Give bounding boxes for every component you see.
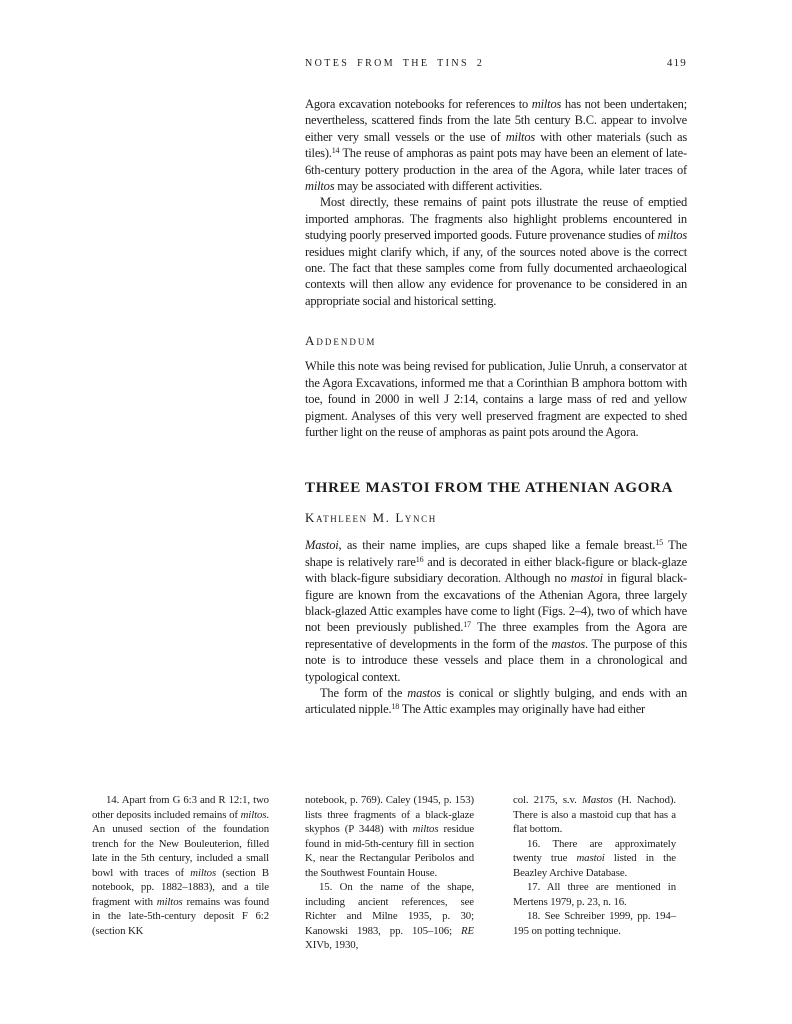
footnote-14-continued: notebook, p. 769). Caley (1945, p. 153) lists three fragments of a black-glaze skyphos (P 3448) with miltos residue found in mid-5th-century fill in section K, near the Rectangular Peribolos and the Southwest Fountain House. bbox=[305, 794, 475, 879]
footnote-17: 17. All three are mentioned in Mertens 1979, p. 23, n. 16. bbox=[513, 881, 676, 908]
section-heading-addendum: Addendum bbox=[305, 333, 377, 349]
body-paragraph: Mastoi, as their name implies, are cups shaped like a female breast.$^{15}$ The shape is relatively rare$^{16}$ and is decorated in either black-figure or black-glaze with black-figure subsidiary decoration. Although no mastoi in figural black-figure are known from the excavations of the Athenian Agora, three largely black-glazed Attic examples have come to light (Figs. 2–4), two of which have not been previously published.$^{17}$ The three examples from the Agora are representative of developments in the form of the mastos. The purpose of this note is to introduce these vessels and place them in a chronological and typological context. bbox=[305, 538, 687, 684]
page-number: 419 bbox=[666, 57, 687, 69]
footnote-column-right bbox=[513, 793, 676, 938]
footnote-column-middle bbox=[305, 793, 474, 953]
author-name: Kathleen M. Lynch bbox=[305, 510, 437, 526]
footnote-14: 14. Apart from G 6:3 and R 12:1, two other deposits included remains of miltos. An unused section of the foundation trench for the New Bouleuterion, filled late in the 5th century, included a small bowl with traces of miltos (section B notebook, pp. 1882–1883), and a tile fragment with miltos remains was found in the late-5th-century deposit F 6:2 (section KK bbox=[92, 794, 269, 937]
addendum-paragraph: While this note was being revised for publication, Julie Unruh, a conservator at the Agora Excavations, informed me that a Corinthian B amphora bottom with toe, found in 2000 in well J 2:14, contains a large mass of red and yellow pigment. Analyses of this very well preserved fragment are expected to shed further light on the reuse of amphoras as paint pots around the Agora. bbox=[305, 359, 687, 439]
running-head-title: NOTES FROM THE TINS 2 bbox=[305, 58, 485, 69]
body-paragraph: Most directly, these remains of paint pots illustrate the reuse of emptied imported amphoras. The fragments also highlight problems encountered in studying poorly preserved imported goods. Future provenance studies of miltos residues might clarify which, if any, of the sources noted above is the correct one. The fact that these samples come from fully documented archaeological contexts will then allow any evidence for provenance to be considered in an appropriate social and historical setting. bbox=[305, 195, 687, 308]
footnote-16: 16. There are approximately twenty true mastoi listed in the Beazley Archive Database. bbox=[513, 837, 676, 879]
body-paragraph: The form of the mastos is conical or slightly bulging, and ends with an articulated nipple.$^{18}$ The Attic examples may originally have had either bbox=[305, 685, 687, 717]
footnote-column-left bbox=[92, 793, 269, 938]
body-paragraph: Agora excavation notebooks for references to miltos has not been undertaken; nevertheless, scattered finds from the late 5th century B.C. appear to involve either very small vessels or the use of miltos with other materials (such as tiles).$^{14}$ The reuse of amphoras as paint pots may have been an element of late-6th-century pottery production in the area of the Agora, while later traces of miltos may be associated with different activities. bbox=[305, 97, 687, 194]
article-title: THREE MASTOI FROM THE ATHENIAN AGORA bbox=[305, 480, 674, 497]
footnote-15: 15. On the name of the shape, including ancient references, see Richter and Milne 1935, p. 30; Kanowski 1983, pp. 105–106; RE XIVb, 1930, bbox=[305, 881, 474, 951]
main-text-column bbox=[305, 96, 687, 718]
footnote-15-continued: col. 2175, s.v. Mastos (H. Nachod). There is also a mastoid cup that has a flat bottom. bbox=[513, 794, 676, 835]
running-head bbox=[305, 57, 687, 69]
footnote-18: 18. See Schreiber 1999, pp. 194–195 on potting technique. bbox=[513, 910, 676, 937]
